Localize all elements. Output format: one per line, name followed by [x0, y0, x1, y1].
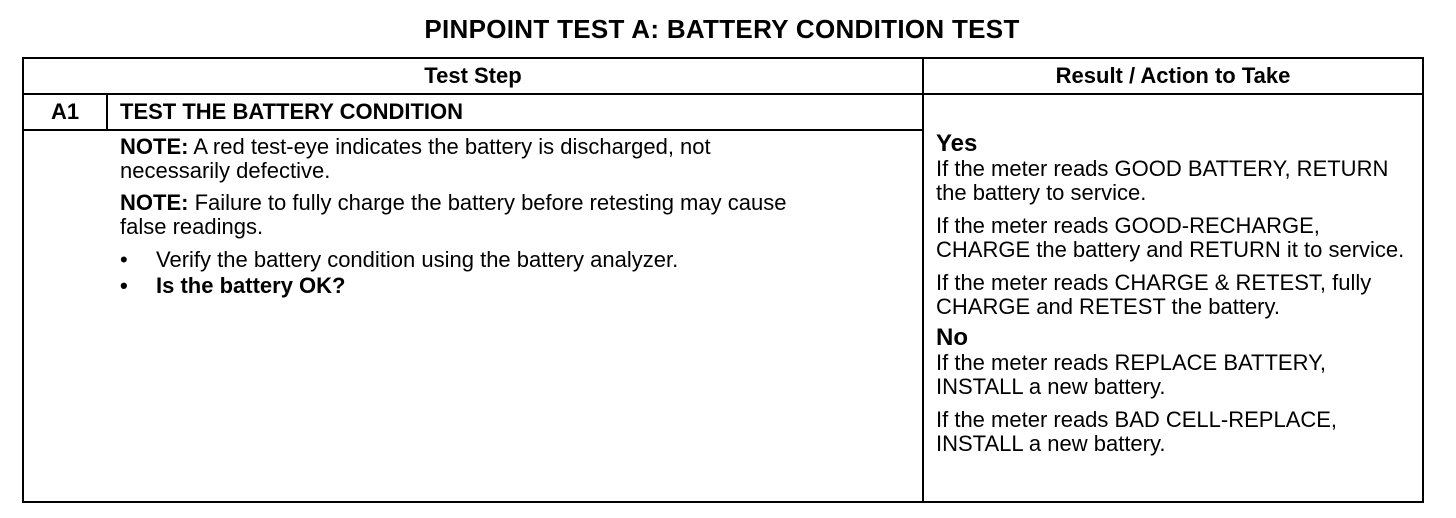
note	[120, 135, 820, 183]
list-item-text: Is the battery OK?	[156, 273, 346, 298]
step-id: A1	[50, 99, 80, 124]
note-text: A red test-eye indicates the battery is discharged, not necessarily defective.	[120, 134, 711, 183]
step-instructions	[120, 135, 820, 299]
page-title: PINPOINT TEST A: BATTERY CONDITION TEST	[424, 14, 1020, 44]
bullet-marker: •	[120, 247, 128, 272]
result-item: If the meter reads REPLACE BATTERY, INSTALL a new battery.	[936, 350, 1327, 399]
column-divider	[922, 59, 924, 501]
result-item: If the meter reads CHARGE & RETEST, fully CHARGE and RETEST the battery.	[936, 270, 1372, 319]
step-id-divider	[106, 95, 108, 129]
note	[120, 191, 820, 239]
note-label: NOTE:	[120, 190, 189, 215]
result-item: If the meter reads GOOD BATTERY, RETURN the battery to service.	[936, 156, 1389, 205]
instruction-list	[120, 247, 820, 299]
result-item: If the meter reads BAD CELL-REPLACE, INSTALL a new battery.	[936, 407, 1338, 456]
step-title-divider	[24, 129, 922, 131]
test-step-header: Test Step	[424, 63, 522, 88]
note-text: Failure to fully charge the battery before retesting may cause false readings.	[120, 190, 787, 239]
list-item	[120, 273, 820, 299]
step-title: TEST THE BATTERY CONDITION	[120, 99, 464, 124]
yes-label: Yes	[936, 130, 978, 157]
note-label: NOTE:	[120, 134, 189, 159]
result-actions	[936, 131, 1416, 465]
result-item: If the meter reads GOOD-RECHARGE, CHARGE the battery and RETURN it to service.	[936, 213, 1405, 262]
no-label: No	[936, 324, 968, 351]
result-action-header: Result / Action to Take	[1055, 63, 1291, 88]
pinpoint-test-table	[22, 57, 1424, 503]
list-item-text: Verify the battery condition using the battery analyzer.	[156, 247, 679, 272]
bullet-marker: •	[120, 273, 128, 298]
list-item	[120, 247, 820, 273]
